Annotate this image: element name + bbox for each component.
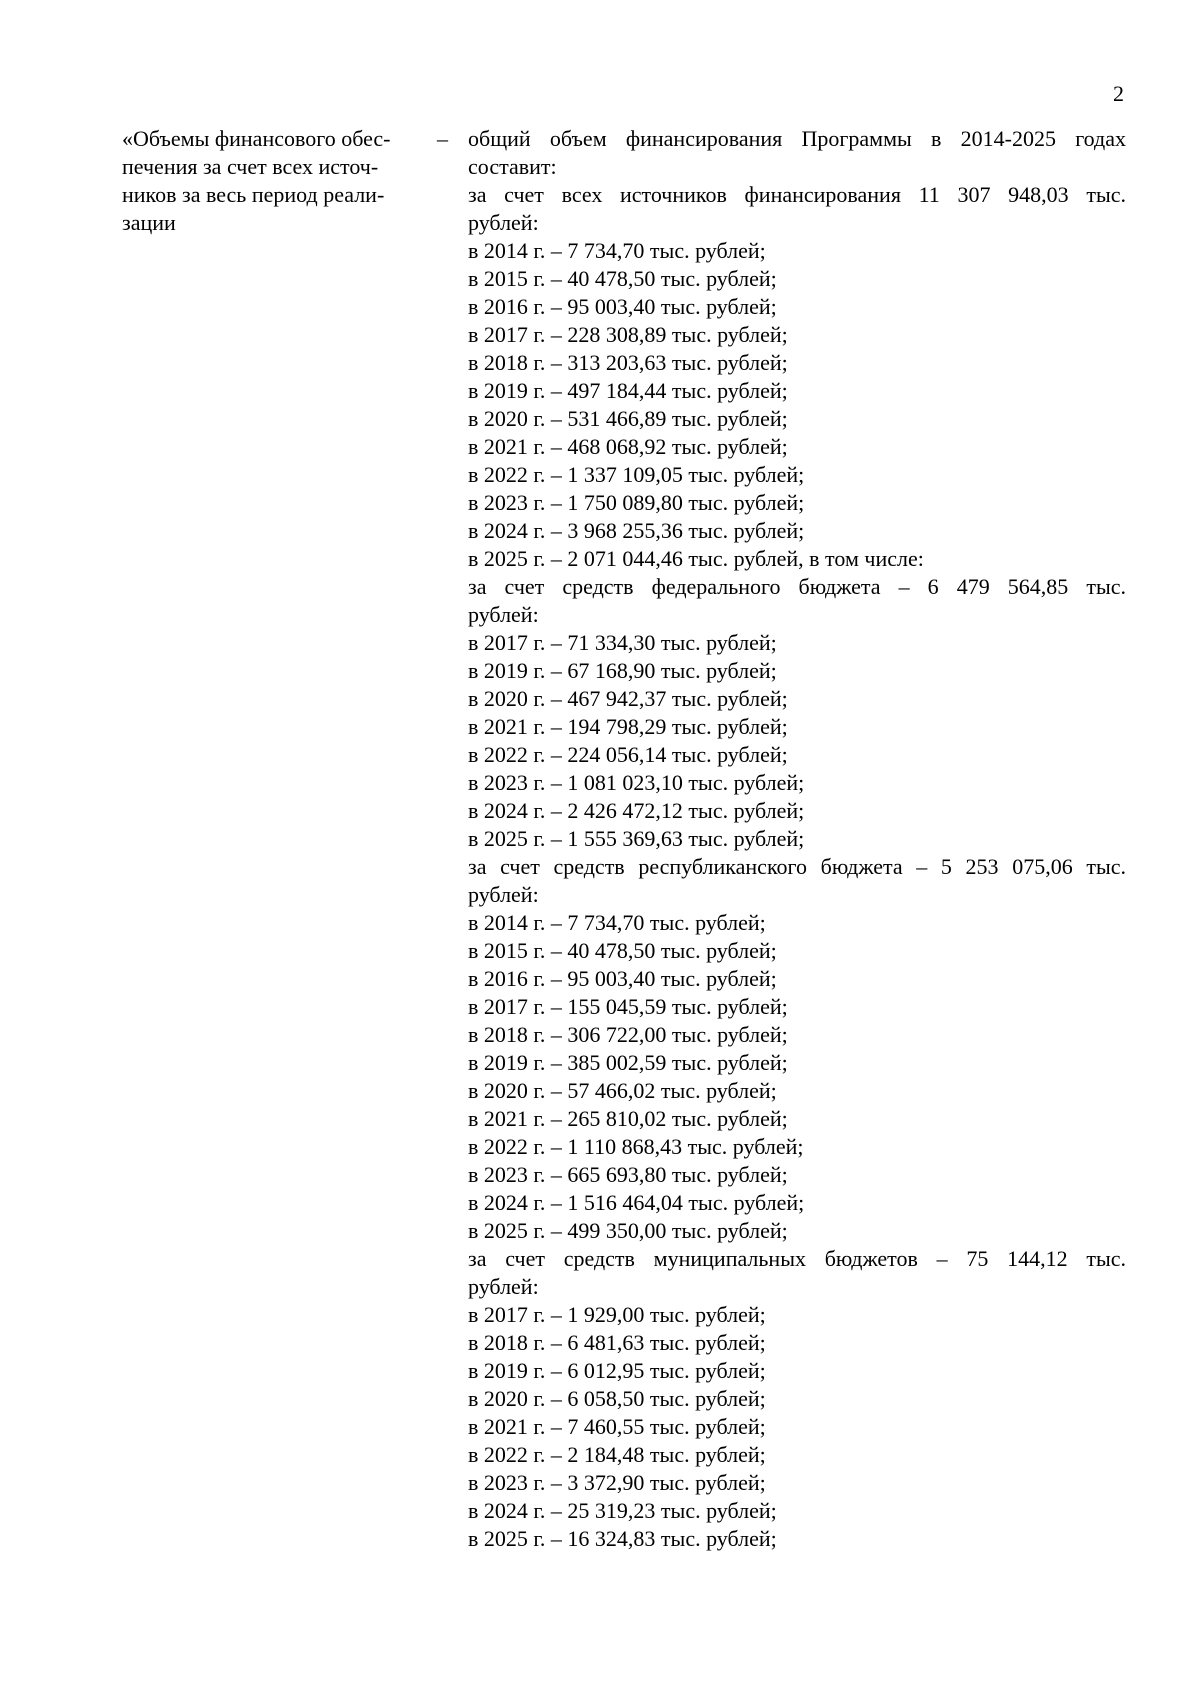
year-amount-line: в 2018 г. – 306 722,00 тыс. рублей; (468, 1022, 788, 1047)
municipal-funding-block (468, 1245, 1126, 1553)
republican-heading-cont: рублей: (468, 882, 539, 907)
year-amount-line: в 2022 г. – 1 110 868,43 тыс. рублей; (468, 1134, 804, 1159)
municipal-year-list (468, 1301, 1126, 1553)
republican-heading: за счет средств республиканского бюджета – 5 253 075,06 тыс. (468, 854, 1126, 879)
federal-heading: за счет средств федерального бюджета – 6 479 564,85 тыс. (468, 574, 1126, 599)
municipal-heading-cont: рублей: (468, 1274, 539, 1299)
intro-line: составит: (468, 154, 557, 179)
year-amount-line: в 2019 г. – 6 012,95 тыс. рублей; (468, 1358, 766, 1383)
page-number: 2 (1113, 81, 1124, 106)
year-amount-line: в 2022 г. – 1 337 109,05 тыс. рублей; (468, 462, 805, 487)
year-amount-line: в 2017 г. – 71 334,30 тыс. рублей; (468, 630, 777, 655)
federal-year-list (468, 629, 1126, 853)
total-heading-cont: рублей: (468, 210, 539, 235)
year-amount-line: в 2018 г. – 6 481,63 тыс. рублей; (468, 1330, 766, 1355)
year-amount-line: в 2021 г. – 194 798,29 тыс. рублей; (468, 714, 788, 739)
year-amount-line: в 2025 г. – 1 555 369,63 тыс. рублей; (468, 826, 805, 851)
passport-item-label (122, 125, 422, 237)
year-amount-line: в 2017 г. – 228 308,89 тыс. рублей; (468, 322, 788, 347)
label-line: ников за весь период реали- (122, 182, 385, 207)
federal-heading-cont: рублей: (468, 602, 539, 627)
year-amount-line: в 2021 г. – 7 460,55 тыс. рублей; (468, 1414, 766, 1439)
year-amount-line: в 2023 г. – 1 750 089,80 тыс. рублей; (468, 490, 805, 515)
label-line: «Объемы финансового обес- (122, 126, 391, 151)
year-amount-line: в 2019 г. – 67 168,90 тыс. рублей; (468, 658, 777, 683)
year-amount-line: в 2024 г. – 3 968 255,36 тыс. рублей; (468, 518, 805, 543)
year-amount-line: в 2014 г. – 7 734,70 тыс. рублей; (468, 238, 766, 263)
year-amount-line: в 2019 г. – 497 184,44 тыс. рублей; (468, 378, 788, 403)
year-amount-line: в 2023 г. – 665 693,80 тыс. рублей; (468, 1162, 788, 1187)
year-amount-line: в 2020 г. – 531 466,89 тыс. рублей; (468, 406, 788, 431)
republican-year-list (468, 909, 1126, 1245)
year-amount-line: в 2019 г. – 385 002,59 тыс. рублей; (468, 1050, 788, 1075)
item-dash: – (437, 126, 448, 151)
year-amount-line: в 2017 г. – 1 929,00 тыс. рублей; (468, 1302, 766, 1327)
year-amount-line: в 2023 г. – 1 081 023,10 тыс. рублей; (468, 770, 805, 795)
municipal-heading: за счет средств муниципальных бюджетов – 75 144,12 тыс. (468, 1246, 1126, 1271)
year-amount-line: в 2022 г. – 2 184,48 тыс. рублей; (468, 1442, 766, 1467)
year-amount-line: в 2021 г. – 265 810,02 тыс. рублей; (468, 1106, 788, 1131)
total-year-list (468, 237, 1126, 573)
label-line: зации (122, 210, 176, 235)
year-amount-line: в 2017 г. – 155 045,59 тыс. рублей; (468, 994, 788, 1019)
year-amount-line: в 2016 г. – 95 003,40 тыс. рублей; (468, 294, 777, 319)
year-amount-line: в 2015 г. – 40 478,50 тыс. рублей; (468, 938, 777, 963)
year-amount-line: в 2020 г. – 57 466,02 тыс. рублей; (468, 1078, 777, 1103)
year-amount-line: в 2020 г. – 467 942,37 тыс. рублей; (468, 686, 788, 711)
republican-funding-block (468, 853, 1126, 1245)
year-amount-line: в 2022 г. – 224 056,14 тыс. рублей; (468, 742, 788, 767)
year-amount-line: в 2014 г. – 7 734,70 тыс. рублей; (468, 910, 766, 935)
federal-funding-block (468, 573, 1126, 853)
year-amount-line: в 2025 г. – 2 071 044,46 тыс. рублей, в том числе: (468, 546, 924, 571)
label-line: печения за счет всех источ- (122, 154, 379, 179)
year-amount-line: в 2016 г. – 95 003,40 тыс. рублей; (468, 966, 777, 991)
year-amount-line: в 2023 г. – 3 372,90 тыс. рублей; (468, 1470, 766, 1495)
year-amount-line: в 2024 г. – 2 426 472,12 тыс. рублей; (468, 798, 805, 823)
year-amount-line: в 2025 г. – 16 324,83 тыс. рублей; (468, 1526, 777, 1551)
year-amount-line: в 2018 г. – 313 203,63 тыс. рублей; (468, 350, 788, 375)
intro-line: общий объем финансирования Программы в 2014-2025 годах (468, 126, 1126, 151)
year-amount-line: в 2025 г. – 499 350,00 тыс. рублей; (468, 1218, 788, 1243)
funding-details (468, 125, 1126, 1553)
year-amount-line: в 2020 г. – 6 058,50 тыс. рублей; (468, 1386, 766, 1411)
total-funding-block (468, 181, 1126, 573)
year-amount-line: в 2024 г. – 1 516 464,04 тыс. рублей; (468, 1190, 805, 1215)
total-heading: за счет всех источников финансирования 11 307 948,03 тыс. (468, 182, 1126, 207)
year-amount-line: в 2021 г. – 468 068,92 тыс. рублей; (468, 434, 788, 459)
year-amount-line: в 2024 г. – 25 319,23 тыс. рублей; (468, 1498, 777, 1523)
year-amount-line: в 2015 г. – 40 478,50 тыс. рублей; (468, 266, 777, 291)
